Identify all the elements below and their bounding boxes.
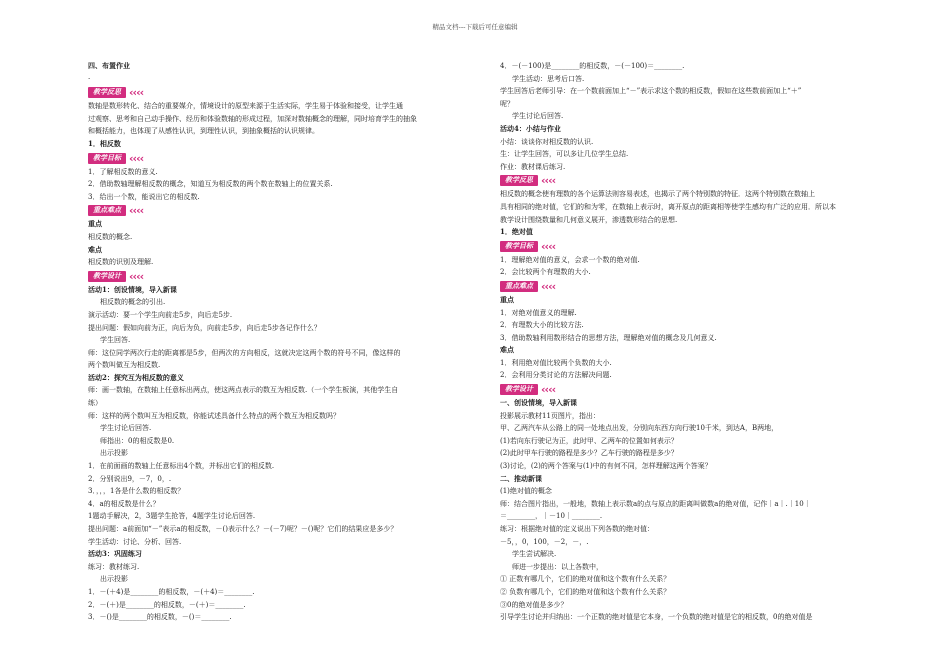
section-heading: 活动3：巩固练习 bbox=[88, 549, 142, 559]
text-line: 2．会利用分类讨论的方法解决问题. bbox=[500, 371, 612, 380]
text-line: 学生活动：讨论、分析、回答. bbox=[88, 537, 182, 546]
text-line: 学生讨论后回答. bbox=[100, 424, 152, 433]
page-header: 精品文档---下载后可任意编辑 bbox=[432, 23, 518, 31]
section-banner-reflection bbox=[500, 174, 880, 187]
section-heading: 四、布置作业 bbox=[88, 61, 130, 70]
text-line: 师：这位同学两次行走的距离都是5步，但两次的方向相反，这就决定这两个数的符号不同，像这样的 bbox=[88, 348, 401, 357]
text-line: 1．理解绝对值的意义，会求一个数的绝对值. bbox=[500, 255, 640, 264]
section-banner-label: 重点难点 bbox=[500, 281, 538, 292]
section-banner-label: 教学设计 bbox=[88, 271, 126, 282]
section-banner-goals bbox=[88, 152, 470, 165]
text-line: 1．利用绝对值比较两个负数的大小. bbox=[500, 358, 612, 367]
text-line: 数轴是数形转化、结合的重要媒介，情境设计的原型来源于生活实际，学生易于体验和接受，让学生通 bbox=[88, 102, 403, 111]
section-banner-label: 教学目标 bbox=[88, 153, 126, 164]
text-line: 相反数的概念. bbox=[88, 232, 133, 241]
text-line: 练） bbox=[88, 399, 102, 408]
text-line: ① 正数有哪几个，它们的绝对值和这个数有什么关系？ bbox=[500, 575, 671, 584]
text-line: 2．有理数大小的比较方法. bbox=[500, 321, 584, 330]
section-banner-label: 教学反思 bbox=[500, 175, 538, 186]
text-line: 练习：教材练习. bbox=[88, 562, 140, 571]
text-line: ③0的绝对值是多少？ bbox=[500, 600, 568, 609]
text-line: 3．－()是________的相反数，－()＝________. bbox=[88, 613, 232, 622]
chevron-arrows-icon: ‹ ‹ ‹ ‹ bbox=[541, 239, 557, 253]
text-line: 提出问题：假如向前为正，向后为负，向前走5步，向后走5步各记作什么？ bbox=[88, 323, 321, 332]
section-banner-goals bbox=[500, 240, 880, 253]
chevron-arrows-icon: ‹ ‹ ‹ ‹ bbox=[129, 269, 145, 283]
right-column bbox=[500, 60, 880, 624]
text-line: 甲、乙两汽车从公路上的同一处地点出发，分别向东西方向行驶10千米，到达A，B两地， bbox=[500, 424, 779, 433]
text-line: 4．a的相反数是什么？ bbox=[88, 499, 160, 508]
section-heading: 重点 bbox=[500, 294, 514, 304]
text-line: 和概括能力，也体现了从感性认识，到理性认识，到抽象概括的认识规律。 bbox=[88, 127, 319, 136]
text-line: ＝________，｜－10｜________. bbox=[500, 512, 603, 521]
text-line: －5，，0，100，－2，－，. bbox=[500, 537, 589, 546]
section-banner-label: 教学目标 bbox=[500, 241, 538, 252]
chevron-arrows-icon: ‹ ‹ ‹ ‹ bbox=[541, 383, 557, 397]
text-line: 师：画一数轴，在数轴上任意标出两点，使这两点表示的数互为相反数.（一个学生板演，其他学生自 bbox=[88, 386, 399, 395]
section-banner-design bbox=[88, 270, 470, 283]
text-line: 练习：根据绝对值的定义说出下列各数的绝对值： bbox=[500, 525, 654, 533]
text-line: 3．，，，1各是什么数的相反数？ bbox=[88, 487, 185, 496]
section-banner-key_points bbox=[88, 204, 470, 217]
text-line: 师：这样的两个数叫互为相反数，你能试述具备什么特点的两个数互为相反数吗？ bbox=[88, 411, 340, 420]
section-heading: 难点 bbox=[500, 345, 514, 355]
text-line: · bbox=[88, 74, 91, 83]
text-line: 1．在前面画的数轴上任意标出4个数，并标出它们的相反数. bbox=[88, 462, 275, 471]
text-line: 学生回答. bbox=[100, 336, 131, 345]
text-line: 相反数的识别及理解. bbox=[88, 258, 154, 267]
chevron-arrows-icon: ‹ ‹ ‹ ‹ bbox=[129, 86, 145, 100]
text-line: 作业：教材课后练习. bbox=[500, 162, 566, 171]
chevron-arrows-icon: ‹ ‹ ‹ ‹ bbox=[541, 279, 557, 293]
text-line: 2．借助数轴理解相反数的概念，知道互为相反数的两个数在数轴上的位置关系. bbox=[88, 180, 333, 189]
text-line: (2)此时甲车行驶的路程是多少？乙车行驶的路程是多少？ bbox=[500, 449, 678, 458]
text-line: 出示投影 bbox=[100, 575, 128, 584]
section-banner-reflection bbox=[88, 86, 470, 99]
section-heading: 一、创设情境，导入新课 bbox=[500, 398, 577, 408]
text-line: 师指出：0的相反数是0. bbox=[100, 436, 175, 445]
section-heading: 活动2：探究互为相反数的意义 bbox=[88, 372, 184, 382]
section-banner-label: 重点难点 bbox=[88, 205, 126, 216]
chevron-arrows-icon: ‹ ‹ ‹ ‹ bbox=[129, 151, 145, 165]
text-line: 小结：谈谈你对相反数的认识. bbox=[500, 137, 594, 146]
text-line: (3)讨论，(2)的两个答案与(1)中的有何不同，怎样理解这两个答案？ bbox=[500, 462, 712, 471]
text-line: 1．了解相反数的意义. bbox=[88, 167, 158, 176]
chevron-arrows-icon: ‹ ‹ ‹ ‹ bbox=[541, 174, 557, 188]
text-line: 2．－(＋)是________的相反数，－(＋)＝________. bbox=[88, 600, 246, 609]
text-line: 学生讨论后回答. bbox=[512, 112, 564, 121]
text-line: 过观察、思考和自己动手操作、经历和体验数轴的形成过程，加深对数轴概念的理解，同时培育学生的抽象 bbox=[88, 114, 417, 123]
text-line: 师进一步提出：以上各数中， bbox=[512, 562, 603, 571]
text-line: (1)绝对值的概念 bbox=[500, 487, 552, 496]
section-heading: 重点 bbox=[88, 219, 102, 229]
text-line: 呢？ bbox=[500, 99, 514, 108]
text-line: 4．－(－100)是________的相反数，－(－100)＝________. bbox=[500, 62, 685, 70]
text-line: 具有相同的绝对值，它们的和为零，在数轴上表示时，离开原点的距离相等使学生感均有广泛的应用．所以本 bbox=[500, 202, 836, 211]
text-line: 1．对绝对值意义的理解. bbox=[500, 308, 577, 317]
text-line: 学生回答后老师引导：在一个数前面加上“－”表示求这个数的相反数，假如在这些数前面加上“＋” bbox=[500, 87, 802, 96]
text-line: 相反数的概念的引出. bbox=[100, 298, 166, 307]
text-line: ② 负数有哪几个，它们的绝对值和这个数有什么关系？ bbox=[500, 587, 671, 596]
section-heading: 1．绝对值 bbox=[500, 227, 533, 237]
text-line: 引导学生讨论并归纳出：一个正数的绝对值是它本身，一个负数的绝对值是它的相反数，0的绝对值是 bbox=[500, 613, 813, 622]
section-heading: 二、推动新课 bbox=[500, 473, 542, 483]
section-heading: 活动4：小结与作业 bbox=[500, 123, 561, 133]
text-line: 3．给出一个数，能说出它的相反数. bbox=[88, 192, 200, 201]
section-heading: 难点 bbox=[88, 244, 102, 254]
text-line: 教学设计围绕数量和几何意义展开，渗透数形结合的思想. bbox=[500, 215, 678, 224]
text-line: (1)若向东行驶记为正，此时甲、乙两车的位置如何表示？ bbox=[500, 436, 678, 445]
text-line: 2．分别说出9，－7，0，. bbox=[88, 474, 172, 483]
text-line: 演示活动：要一个学生向前走5步，向后走5步. bbox=[88, 310, 233, 319]
text-line: 出示投影 bbox=[100, 449, 128, 458]
section-banner-label: 教学反思 bbox=[88, 87, 126, 98]
text-line: 师：结合图片指出，一般地，数轴上表示数a的点与原点的距离叫做数a的绝对值，记作｜a｜.｜10｜ bbox=[500, 499, 811, 508]
text-line: 3．借助数轴利用数形结合的思想方法，理解绝对值的概念及几何意义. bbox=[500, 333, 717, 342]
text-line: 1题动手解决，2，3题学生抢答，4题学生讨论后回答. bbox=[88, 512, 256, 521]
text-line: 两个数叫做互为相反数. bbox=[88, 361, 161, 370]
section-banner-key_points bbox=[500, 280, 880, 293]
text-line: 学生活动：思考后口答. bbox=[512, 74, 585, 83]
text-line: 生：让学生回答，可以多让几位学生总结. bbox=[500, 150, 629, 159]
text-line: 学生尝试解决. bbox=[512, 550, 557, 559]
section-banner-design bbox=[500, 383, 880, 396]
section-heading: 1．相反数 bbox=[88, 138, 121, 148]
left-column bbox=[88, 60, 470, 624]
text-line: 相反数的概念使有理数的各个运算法则容易表述，也揭示了两个特别数的特征．这两个特别数在数轴上 bbox=[500, 190, 815, 199]
text-line: 提出问题：a前面加“－”表示a的相反数，－()表示什么？－(－7)呢？－()呢？它们的结果应是多少？ bbox=[88, 525, 398, 533]
section-banner-label: 教学设计 bbox=[500, 384, 538, 395]
chevron-arrows-icon: ‹ ‹ ‹ ‹ bbox=[129, 204, 145, 218]
text-line: 2．会比较两个有理数的大小. bbox=[500, 268, 591, 277]
text-line: 投影展示教材11页图片，指出： bbox=[500, 411, 600, 420]
text-line: 1．－(＋4)是________的相反数，－(＋4)＝________. bbox=[88, 587, 255, 596]
section-heading: 活动1：创设情境，导入新课 bbox=[88, 284, 177, 294]
